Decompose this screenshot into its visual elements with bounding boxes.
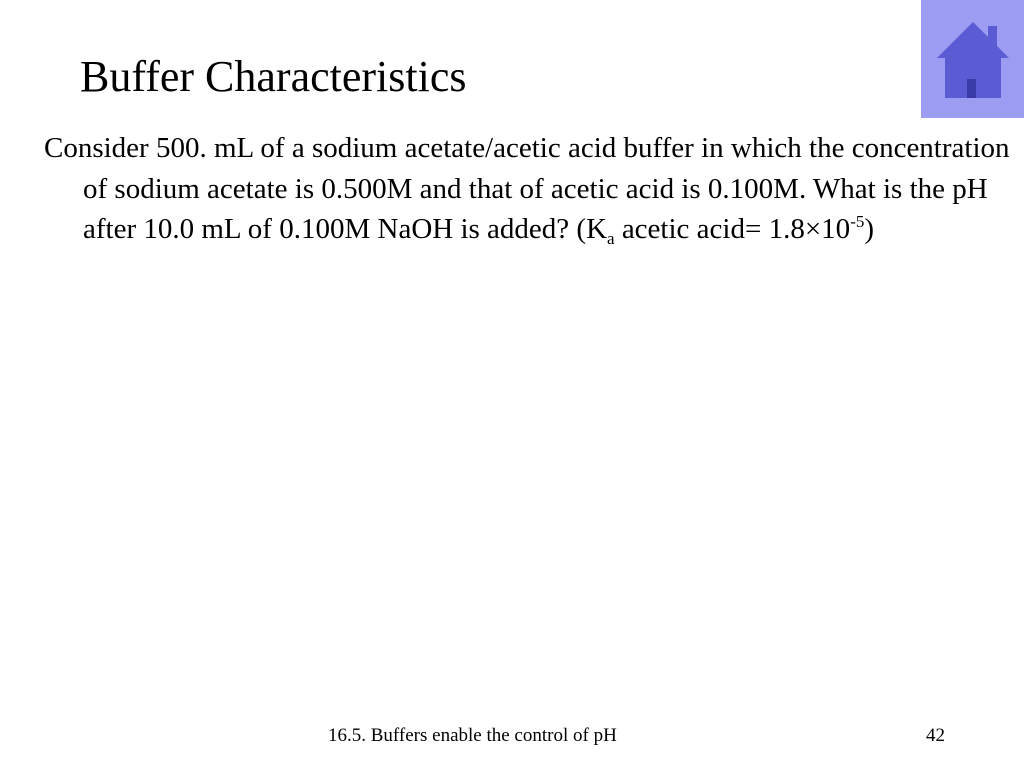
home-icon [921, 0, 1024, 118]
ka-subscript: a [607, 229, 615, 248]
question-text [44, 128, 1013, 250]
question-text-main: Consider 500. mL of a sodium acetate/acetic acid buffer in which the concentration of sodium acetate is 0.500M and that of acetic acid is 0.100M. What is the pH after 10.0 mL of 0.100M NaOH is added? (K [44, 132, 1010, 245]
ka-value-text: acetic acid= 1.8×10 [614, 213, 851, 245]
home-button[interactable] [921, 0, 1024, 118]
slide-title: Buffer Characteristics [80, 52, 467, 101]
exponent-superscript: -5 [850, 212, 865, 231]
slide-number: 42 [926, 725, 945, 746]
footer-title: 16.5. Buffers enable the control of pH [328, 725, 617, 746]
closing-parenthesis: ) [864, 213, 875, 245]
